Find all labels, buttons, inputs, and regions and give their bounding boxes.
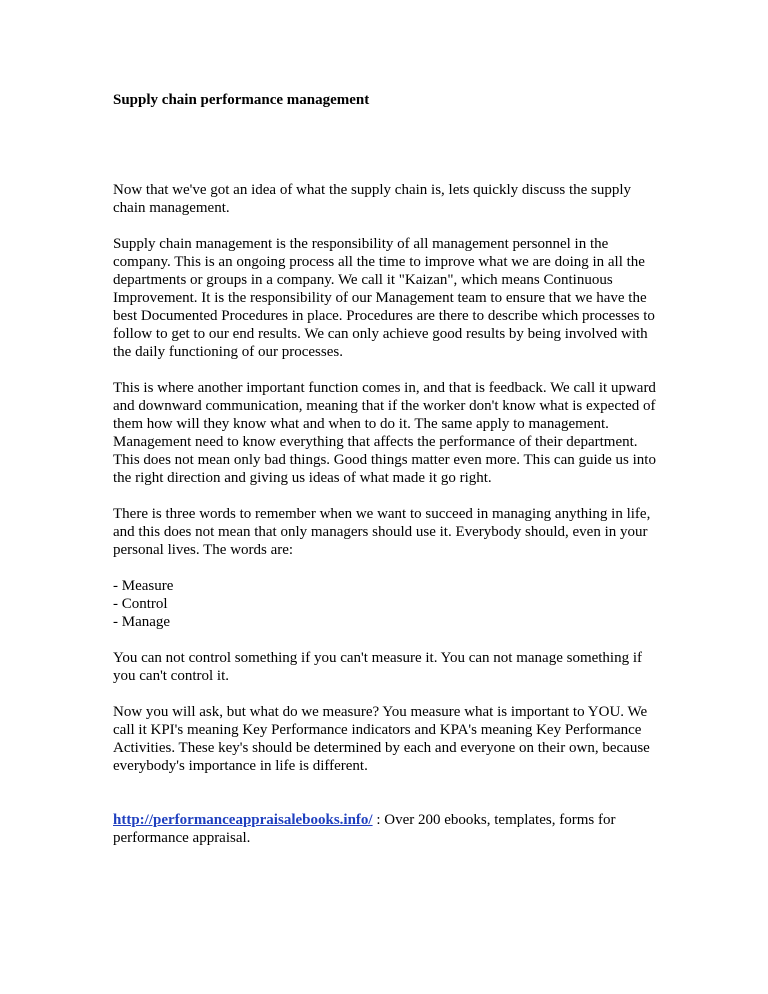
- paragraph-scm-responsibility: Supply chain management is the responsibility of all management personnel in the company. This is an ongoing process all the time to improve what we are doing in all the departments or groups in a company. We call it "Kaizan", which means Continuous Improvement. It is the responsibility of our Management team to ensure that we have the best Documented Procedures in place. Procedures are there to describe which processes to follow to get to our end results. We can only achieve good results by being involved with the daily functioning of our processes.: [113, 236, 655, 360]
- paragraph-feedback: This is where another important function comes in, and that is feedback. We call it upward and downward communication, meaning that if the worker don't know what is expected of them how will they know what and when to do it. The same apply to management. Management need to know everything that affects the performance of their department. This does not mean only bad things. Good things matter even more. This can guide us into the right direction and giving us ideas of what made it go right.: [113, 380, 656, 486]
- document-page: [113, 91, 661, 847]
- list-item: - Control: [113, 596, 168, 612]
- paragraph-kpi-kpa: Now you will ask, but what do we measure? You measure what is important to YOU. We call it KPI's meaning Key Performance indicators and KPA's meaning Key Performance Activities. These key's should be determined by each and everyone on their own, because everybody's importance in life is different.: [113, 704, 650, 774]
- paragraph-three-words: There is three words to remember when we want to succeed in managing anything in life, and this does not mean that only managers should use it. Everybody should, even in your personal lives. The words are:: [113, 506, 651, 558]
- footer-line: [113, 811, 661, 847]
- list-item: - Manage: [113, 614, 171, 630]
- document-title: Supply chain performance management: [113, 92, 370, 108]
- words-list: [113, 577, 661, 631]
- paragraph-control-measure: You can not control something if you can't measure it. You can not manage something if you can't control it.: [113, 650, 643, 684]
- ebooks-link[interactable]: http://performanceappraisalebooks.info/: [113, 812, 373, 828]
- list-item: - Measure: [113, 578, 174, 594]
- footer-suffix: : Over 200 ebooks, templates, forms for performance appraisal.: [113, 812, 616, 846]
- paragraph-intro: Now that we've got an idea of what the supply chain is, lets quickly discuss the supply chain management.: [113, 182, 632, 216]
